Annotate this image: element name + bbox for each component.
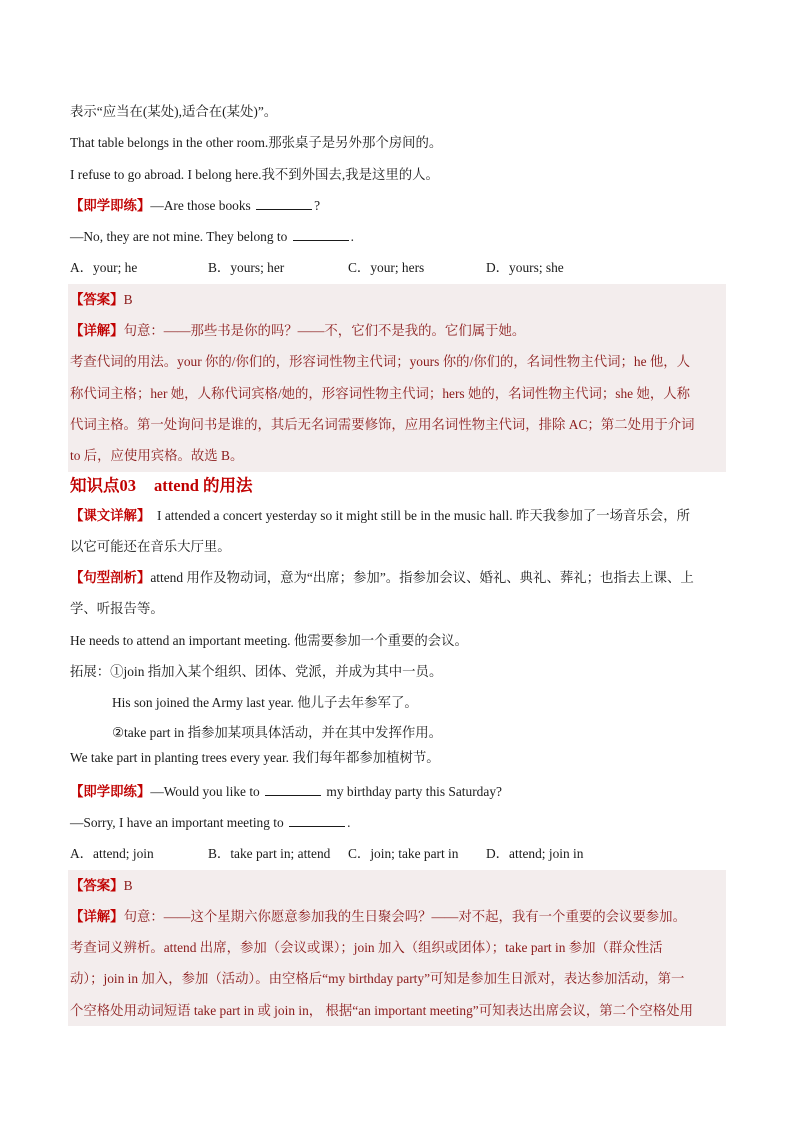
practice-question	[70, 190, 724, 221]
heading-title: attend 的用法	[154, 475, 253, 495]
lesson-text: 以它可能还在音乐大厅里。	[70, 538, 231, 554]
example-sentence: We take part in planting trees every year. 我们每年都参加植树节。	[70, 749, 440, 765]
expand-point: ②take part in 指参加某项具体活动，并在其中发挥作用。	[112, 724, 443, 740]
practice-question	[70, 776, 724, 807]
detail-text: to 后，应使用宾格。故选 B。	[70, 448, 244, 464]
option-c: C．join; take part in	[348, 846, 459, 862]
analysis-tag: 【句型剖析】	[70, 570, 151, 586]
lesson-text: I attended a concert yesterday so it might still be in the music hall. 昨天我参加了一场音乐会，所	[157, 507, 690, 523]
practice-tag: 【即学即练】	[70, 783, 151, 799]
answer-tag: 【答案】	[70, 291, 124, 307]
detail-text: 句意：——那些书是你的吗？——不，它们不是我的。它们属于她。	[123, 323, 526, 339]
expand-point: ①join 指加入某个组织、团体、党派，并成为其中一员。	[110, 664, 443, 680]
question-text: —Would you like to	[150, 783, 264, 799]
question-text: .	[347, 814, 351, 830]
answer-block	[68, 284, 726, 472]
question-text: —Are those books	[150, 197, 255, 213]
answer-blank	[256, 198, 312, 210]
answer-blank	[289, 815, 345, 827]
detail-text: 考查代词的用法。your 你的/你们的，形容词性物主代词；yours 你的/你们的，名词性物主代词；he 他，人	[70, 354, 691, 370]
answer-blank	[293, 229, 349, 241]
answer-value: B	[123, 877, 133, 893]
answer-blank	[265, 784, 321, 796]
lesson-tag: 【课文详解】	[70, 507, 151, 523]
detail-line	[70, 901, 726, 932]
practice-tag: 【即学即练】	[70, 197, 151, 213]
answer-line	[70, 870, 726, 901]
detail-text: 代词主格。第一处询问书是谁的，其后无名词需要修饰，应用名词性物主代词，排除 AC；第二处用于介词	[70, 416, 695, 432]
option-c: C．your; hers	[348, 260, 425, 276]
question-text: my birthday party this Saturday?	[323, 783, 502, 799]
detail-text: 个空格处用动词短语 take part in 或 join in， 根据“an important meeting”可知表达出席会议，第二个空格处用	[70, 1002, 693, 1018]
question-text: —No, they are not mine. They belong to	[70, 229, 291, 245]
lesson-line	[70, 500, 724, 531]
option-b: B．take part in; attend	[208, 846, 331, 862]
analysis-text: attend 用作及物动词，意为“出席；参加”。指参加会议、婚礼、典礼、葬礼；也指去上课、上	[150, 570, 694, 586]
detail-text: 动）；join in 加入，参加（活动）。由空格后“my birthday party”可知是参加生日派对，表达参加活动，第一	[70, 971, 685, 987]
example-sentence: That table belongs in the other room.那张桌子是另外那个房间的。	[70, 135, 443, 151]
practice-question	[70, 221, 724, 252]
expand-label: 拓展：	[70, 664, 111, 680]
practice-question	[70, 807, 724, 838]
answer-value: B	[123, 291, 133, 307]
detail-text: 句意：——这个星期六你愿意参加我的生日聚会吗？——对不起，我有一个重要的会议要参加。	[123, 908, 686, 924]
question-text: .	[350, 229, 355, 245]
options-row	[70, 252, 724, 283]
example-sentence: His son joined the Army last year. 他儿子去年参军了。	[112, 695, 418, 711]
heading-number: 知识点03	[70, 475, 136, 495]
text-line: 表示“应当在(某处),适合在(某处)”。	[70, 104, 278, 119]
section-heading	[70, 472, 724, 500]
analysis-line	[70, 562, 724, 593]
detail-text: 考查词义辨析。attend 出席，参加（会议或课）；join 加入（组织或团体）；take part in 参加（群众性活	[70, 940, 663, 956]
options-row	[70, 838, 724, 869]
detail-line	[70, 315, 726, 346]
answer-tag: 【答案】	[70, 877, 124, 893]
answer-block	[68, 870, 726, 1026]
detail-text: 称代词主格；her 她，人称代词宾格/她的，形容词性物主代词；hers 她的，名词性物主代词；she 她，人称	[70, 385, 691, 401]
question-text: —Sorry, I have an important meeting to	[70, 814, 288, 830]
document-page	[70, 96, 724, 1026]
example-sentence: I refuse to go abroad. I belong here.我不到外国去,我是这里的人。	[70, 166, 439, 182]
option-d: D．attend; join in	[486, 846, 584, 862]
question-text: ?	[314, 197, 321, 213]
expand-line	[70, 656, 724, 687]
option-b: B．yours; her	[208, 260, 285, 276]
option-d: D．yours; she	[486, 260, 564, 276]
detail-tag: 【详解】	[70, 908, 124, 924]
example-sentence: He needs to attend an important meeting. 他需要参加一个重要的会议。	[70, 632, 468, 648]
detail-tag: 【详解】	[70, 323, 124, 339]
analysis-text: 学、听报告等。	[70, 601, 164, 617]
option-a: A．attend; join	[70, 846, 154, 862]
option-a: A．your; he	[70, 260, 138, 276]
answer-line	[70, 284, 726, 315]
